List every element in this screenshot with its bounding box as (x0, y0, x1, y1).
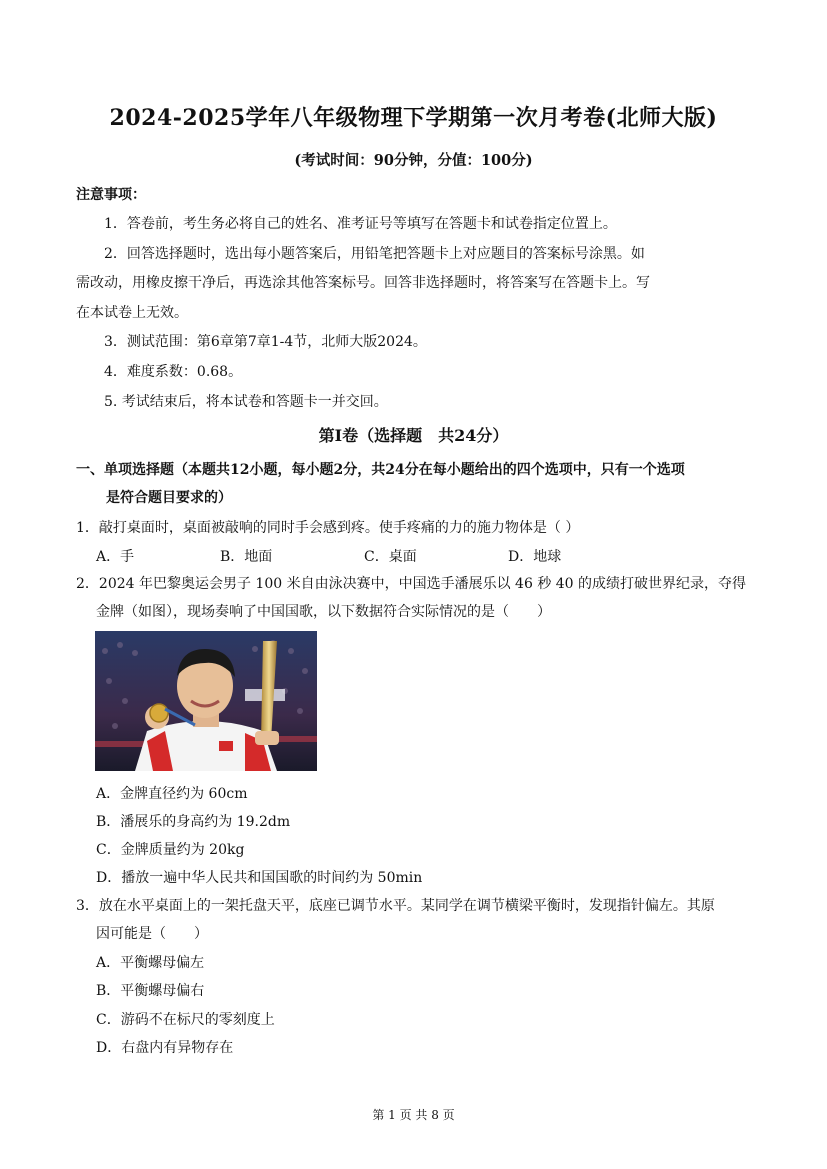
swimmer-gold-medal-photo (95, 631, 317, 771)
q3-option-a: A．平衡螺母偏左 (96, 955, 205, 971)
section-title: 第Ⅰ卷（选择题 共24分） (318, 426, 509, 445)
exam-info: (考试时间：90分钟，分值：100分) (294, 152, 533, 169)
note-item: 在本试卷上无效。 (76, 305, 188, 321)
note-item: 1．答卷前，考生务必将自己的姓名、准考证号等填写在答题卡和试卷指定位置上。 (104, 216, 617, 232)
q2-option-b: B．潘展乐的身高约为 19.2dm (96, 814, 291, 830)
note-item: 4．难度系数：0.68。 (104, 364, 243, 380)
notes-heading: 注意事项： (76, 187, 146, 203)
page-number: 第 1 页 共 8 页 (372, 1108, 455, 1122)
question-3-stem: 3．放在水平桌面上的一架托盘天平，底座已调节水平。某同学在调节横梁平衡时，发现指针偏左。其原 (76, 898, 715, 914)
q1-option-a: A．手 (96, 549, 135, 565)
question-2-stem: 2．2024 年巴黎奥运会男子 100 米自由泳决赛中，中国选手潘展乐以 46 秒 40 的成绩打破世界纪录，夺得 (76, 576, 747, 592)
q3-option-c: C．游码不在标尺的零刻度上 (96, 1012, 275, 1028)
q3-option-d: D．右盘内有异物存在 (96, 1040, 234, 1056)
q1-option-c: C．桌面 (364, 549, 417, 565)
note-item: 3．测试范围：第6章第7章1-4节，北师大版2024。 (104, 334, 427, 350)
part-heading-continued: 是符合题目要求的） (106, 490, 232, 506)
q2-option-c: C．金牌质量约为 20kg (96, 842, 245, 858)
question-1-stem: 1．敲打桌面时，桌面被敲响的同时手会感到疼。使手疼痛的力的施力物体是（ ） (76, 520, 580, 536)
note-item: 2．回答选择题时，选出每小题答案后，用铅笔把答题卡上对应题目的答案标号涂黑。如 (104, 246, 645, 262)
part-heading: 一、单项选择题（本题共12小题，每小题2分，共24分在每小题给出的四个选项中，只有一个选项 (76, 462, 685, 478)
question-2-stem-continued: 金牌（如图），现场奏响了中国国歌，以下数据符合实际情况的是（ ） (96, 604, 551, 620)
question-3-stem-continued: 因可能是（ ） (96, 926, 208, 942)
q3-option-b: B．平衡螺母偏右 (96, 983, 205, 999)
q2-option-a: A．金牌直径约为 60cm (96, 786, 248, 802)
note-item: 5. 考试结束后，将本试卷和答题卡一并交回。 (104, 394, 388, 410)
q1-option-d: D．地球 (508, 549, 562, 565)
note-item: 需改动，用橡皮擦干净后，再选涂其他答案标号。回答非选择题时，将答案写在答题卡上。写 (76, 275, 650, 291)
q2-option-d: D．播放一遍中华人民共和国国歌的时间约为 50min (96, 870, 423, 886)
page-title: 2024-2025学年八年级物理下学期第一次月考卷(北师大版) (109, 105, 718, 131)
q1-option-b: B．地面 (220, 549, 273, 565)
